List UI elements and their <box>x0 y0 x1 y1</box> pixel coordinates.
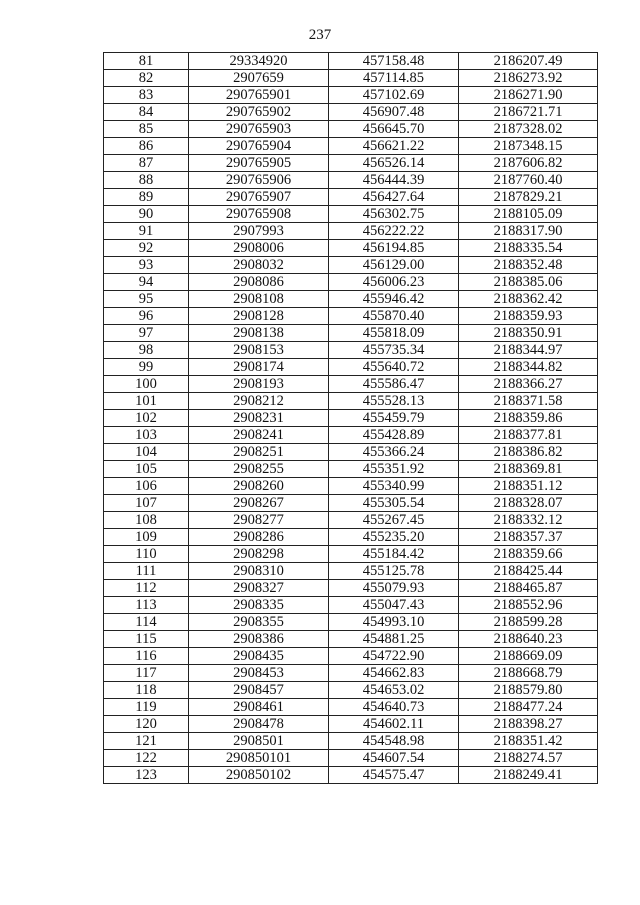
x-coordinate-cell: 455351.92 <box>329 461 459 478</box>
table-row <box>104 461 598 478</box>
row-index-cell: 96 <box>104 308 189 325</box>
coordinates-table-container <box>103 52 597 784</box>
table-row <box>104 410 598 427</box>
table-row <box>104 393 598 410</box>
point-id-cell: 29334920 <box>189 53 329 70</box>
point-id-cell: 2908251 <box>189 444 329 461</box>
x-coordinate-cell: 455640.72 <box>329 359 459 376</box>
point-id-cell: 2908457 <box>189 682 329 699</box>
y-coordinate-cell: 2187829.21 <box>459 189 598 206</box>
table-row <box>104 716 598 733</box>
row-index-cell: 82 <box>104 70 189 87</box>
y-coordinate-cell: 2188105.09 <box>459 206 598 223</box>
row-index-cell: 93 <box>104 257 189 274</box>
point-id-cell: 2907659 <box>189 70 329 87</box>
y-coordinate-cell: 2188385.06 <box>459 274 598 291</box>
table-row <box>104 444 598 461</box>
point-id-cell: 290765906 <box>189 172 329 189</box>
row-index-cell: 100 <box>104 376 189 393</box>
point-id-cell: 2907993 <box>189 223 329 240</box>
table-row <box>104 240 598 257</box>
x-coordinate-cell: 455870.40 <box>329 308 459 325</box>
x-coordinate-cell: 455946.42 <box>329 291 459 308</box>
x-coordinate-cell: 456222.22 <box>329 223 459 240</box>
y-coordinate-cell: 2187348.15 <box>459 138 598 155</box>
point-id-cell: 2908128 <box>189 308 329 325</box>
y-coordinate-cell: 2188552.96 <box>459 597 598 614</box>
y-coordinate-cell: 2186271.90 <box>459 87 598 104</box>
row-index-cell: 85 <box>104 121 189 138</box>
x-coordinate-cell: 455735.34 <box>329 342 459 359</box>
point-id-cell: 290765907 <box>189 189 329 206</box>
x-coordinate-cell: 455079.93 <box>329 580 459 597</box>
y-coordinate-cell: 2188377.81 <box>459 427 598 444</box>
y-coordinate-cell: 2187328.02 <box>459 121 598 138</box>
x-coordinate-cell: 455586.47 <box>329 376 459 393</box>
table-row <box>104 274 598 291</box>
x-coordinate-cell: 454993.10 <box>329 614 459 631</box>
row-index-cell: 92 <box>104 240 189 257</box>
table-row <box>104 648 598 665</box>
x-coordinate-cell: 456129.00 <box>329 257 459 274</box>
row-index-cell: 81 <box>104 53 189 70</box>
row-index-cell: 121 <box>104 733 189 750</box>
point-id-cell: 2908267 <box>189 495 329 512</box>
point-id-cell: 2908086 <box>189 274 329 291</box>
y-coordinate-cell: 2188599.28 <box>459 614 598 631</box>
y-coordinate-cell: 2186721.71 <box>459 104 598 121</box>
row-index-cell: 123 <box>104 767 189 784</box>
point-id-cell: 2908335 <box>189 597 329 614</box>
y-coordinate-cell: 2188344.97 <box>459 342 598 359</box>
x-coordinate-cell: 455428.89 <box>329 427 459 444</box>
point-id-cell: 2908286 <box>189 529 329 546</box>
row-index-cell: 97 <box>104 325 189 342</box>
point-id-cell: 2908006 <box>189 240 329 257</box>
y-coordinate-cell: 2188668.79 <box>459 665 598 682</box>
x-coordinate-cell: 455528.13 <box>329 393 459 410</box>
y-coordinate-cell: 2188359.66 <box>459 546 598 563</box>
x-coordinate-cell: 457114.85 <box>329 70 459 87</box>
point-id-cell: 2908453 <box>189 665 329 682</box>
point-id-cell: 2908386 <box>189 631 329 648</box>
table-row <box>104 87 598 104</box>
row-index-cell: 91 <box>104 223 189 240</box>
point-id-cell: 2908355 <box>189 614 329 631</box>
point-id-cell: 2908032 <box>189 257 329 274</box>
y-coordinate-cell: 2188465.87 <box>459 580 598 597</box>
y-coordinate-cell: 2188357.37 <box>459 529 598 546</box>
table-row <box>104 291 598 308</box>
point-id-cell: 2908435 <box>189 648 329 665</box>
table-row <box>104 563 598 580</box>
table-row <box>104 121 598 138</box>
x-coordinate-cell: 454548.98 <box>329 733 459 750</box>
y-coordinate-cell: 2188351.42 <box>459 733 598 750</box>
y-coordinate-cell: 2188369.81 <box>459 461 598 478</box>
table-row <box>104 257 598 274</box>
point-id-cell: 2908461 <box>189 699 329 716</box>
y-coordinate-cell: 2187606.82 <box>459 155 598 172</box>
x-coordinate-cell: 456427.64 <box>329 189 459 206</box>
y-coordinate-cell: 2188249.41 <box>459 767 598 784</box>
y-coordinate-cell: 2188359.93 <box>459 308 598 325</box>
table-row <box>104 53 598 70</box>
point-id-cell: 2908327 <box>189 580 329 597</box>
point-id-cell: 290765903 <box>189 121 329 138</box>
y-coordinate-cell: 2188386.82 <box>459 444 598 461</box>
table-row <box>104 631 598 648</box>
row-index-cell: 119 <box>104 699 189 716</box>
x-coordinate-cell: 454602.11 <box>329 716 459 733</box>
table-row <box>104 155 598 172</box>
row-index-cell: 86 <box>104 138 189 155</box>
row-index-cell: 89 <box>104 189 189 206</box>
row-index-cell: 115 <box>104 631 189 648</box>
point-id-cell: 290765908 <box>189 206 329 223</box>
row-index-cell: 94 <box>104 274 189 291</box>
x-coordinate-cell: 454662.83 <box>329 665 459 682</box>
point-id-cell: 2908193 <box>189 376 329 393</box>
x-coordinate-cell: 456006.23 <box>329 274 459 291</box>
row-index-cell: 101 <box>104 393 189 410</box>
point-id-cell: 2908138 <box>189 325 329 342</box>
x-coordinate-cell: 455818.09 <box>329 325 459 342</box>
table-row <box>104 427 598 444</box>
page-number: 237 <box>308 27 332 43</box>
row-index-cell: 84 <box>104 104 189 121</box>
point-id-cell: 2908174 <box>189 359 329 376</box>
x-coordinate-cell: 457102.69 <box>329 87 459 104</box>
row-index-cell: 117 <box>104 665 189 682</box>
y-coordinate-cell: 2188274.57 <box>459 750 598 767</box>
y-coordinate-cell: 2188477.24 <box>459 699 598 716</box>
y-coordinate-cell: 2188344.82 <box>459 359 598 376</box>
x-coordinate-cell: 455459.79 <box>329 410 459 427</box>
y-coordinate-cell: 2188371.58 <box>459 393 598 410</box>
table-row <box>104 376 598 393</box>
y-coordinate-cell: 2188350.91 <box>459 325 598 342</box>
x-coordinate-cell: 456526.14 <box>329 155 459 172</box>
x-coordinate-cell: 456621.22 <box>329 138 459 155</box>
row-index-cell: 110 <box>104 546 189 563</box>
x-coordinate-cell: 455184.42 <box>329 546 459 563</box>
point-id-cell: 2908260 <box>189 478 329 495</box>
table-row <box>104 614 598 631</box>
row-index-cell: 111 <box>104 563 189 580</box>
y-coordinate-cell: 2188362.42 <box>459 291 598 308</box>
y-coordinate-cell: 2188398.27 <box>459 716 598 733</box>
point-id-cell: 2908108 <box>189 291 329 308</box>
table-row <box>104 580 598 597</box>
point-id-cell: 2908501 <box>189 733 329 750</box>
x-coordinate-cell: 454607.54 <box>329 750 459 767</box>
y-coordinate-cell: 2188359.86 <box>459 410 598 427</box>
x-coordinate-cell: 456444.39 <box>329 172 459 189</box>
table-row <box>104 359 598 376</box>
table-row <box>104 478 598 495</box>
table-row <box>104 529 598 546</box>
point-id-cell: 2908241 <box>189 427 329 444</box>
table-row <box>104 750 598 767</box>
y-coordinate-cell: 2187760.40 <box>459 172 598 189</box>
table-row <box>104 682 598 699</box>
y-coordinate-cell: 2186273.92 <box>459 70 598 87</box>
y-coordinate-cell: 2188669.09 <box>459 648 598 665</box>
row-index-cell: 83 <box>104 87 189 104</box>
x-coordinate-cell: 456907.48 <box>329 104 459 121</box>
row-index-cell: 99 <box>104 359 189 376</box>
point-id-cell: 2908255 <box>189 461 329 478</box>
x-coordinate-cell: 456645.70 <box>329 121 459 138</box>
point-id-cell: 2908231 <box>189 410 329 427</box>
x-coordinate-cell: 454653.02 <box>329 682 459 699</box>
row-index-cell: 103 <box>104 427 189 444</box>
row-index-cell: 95 <box>104 291 189 308</box>
row-index-cell: 87 <box>104 155 189 172</box>
x-coordinate-cell: 455125.78 <box>329 563 459 580</box>
point-id-cell: 290765901 <box>189 87 329 104</box>
x-coordinate-cell: 454640.73 <box>329 699 459 716</box>
row-index-cell: 109 <box>104 529 189 546</box>
row-index-cell: 122 <box>104 750 189 767</box>
row-index-cell: 90 <box>104 206 189 223</box>
table-row <box>104 546 598 563</box>
x-coordinate-cell: 455235.20 <box>329 529 459 546</box>
table-row <box>104 665 598 682</box>
point-id-cell: 290850101 <box>189 750 329 767</box>
x-coordinate-cell: 454575.47 <box>329 767 459 784</box>
table-body <box>104 53 598 784</box>
y-coordinate-cell: 2188317.90 <box>459 223 598 240</box>
row-index-cell: 106 <box>104 478 189 495</box>
row-index-cell: 107 <box>104 495 189 512</box>
row-index-cell: 108 <box>104 512 189 529</box>
row-index-cell: 113 <box>104 597 189 614</box>
y-coordinate-cell: 2186207.49 <box>459 53 598 70</box>
table-row <box>104 699 598 716</box>
x-coordinate-cell: 455305.54 <box>329 495 459 512</box>
point-id-cell: 290850102 <box>189 767 329 784</box>
point-id-cell: 290765904 <box>189 138 329 155</box>
row-index-cell: 104 <box>104 444 189 461</box>
table-row <box>104 138 598 155</box>
table-row <box>104 512 598 529</box>
point-id-cell: 290765902 <box>189 104 329 121</box>
table-row <box>104 70 598 87</box>
y-coordinate-cell: 2188425.44 <box>459 563 598 580</box>
x-coordinate-cell: 456194.85 <box>329 240 459 257</box>
x-coordinate-cell: 457158.48 <box>329 53 459 70</box>
x-coordinate-cell: 454881.25 <box>329 631 459 648</box>
point-id-cell: 2908153 <box>189 342 329 359</box>
y-coordinate-cell: 2188335.54 <box>459 240 598 257</box>
row-index-cell: 114 <box>104 614 189 631</box>
row-index-cell: 116 <box>104 648 189 665</box>
table-row <box>104 767 598 784</box>
point-id-cell: 2908310 <box>189 563 329 580</box>
x-coordinate-cell: 454722.90 <box>329 648 459 665</box>
y-coordinate-cell: 2188366.27 <box>459 376 598 393</box>
x-coordinate-cell: 455267.45 <box>329 512 459 529</box>
point-id-cell: 2908277 <box>189 512 329 529</box>
coordinates-table <box>103 52 598 784</box>
table-row <box>104 308 598 325</box>
row-index-cell: 120 <box>104 716 189 733</box>
row-index-cell: 118 <box>104 682 189 699</box>
table-row <box>104 206 598 223</box>
row-index-cell: 102 <box>104 410 189 427</box>
table-row <box>104 342 598 359</box>
point-id-cell: 2908298 <box>189 546 329 563</box>
point-id-cell: 2908212 <box>189 393 329 410</box>
y-coordinate-cell: 2188640.23 <box>459 631 598 648</box>
table-row <box>104 325 598 342</box>
table-row <box>104 495 598 512</box>
x-coordinate-cell: 455340.99 <box>329 478 459 495</box>
point-id-cell: 290765905 <box>189 155 329 172</box>
y-coordinate-cell: 2188328.07 <box>459 495 598 512</box>
x-coordinate-cell: 456302.75 <box>329 206 459 223</box>
row-index-cell: 88 <box>104 172 189 189</box>
y-coordinate-cell: 2188352.48 <box>459 257 598 274</box>
row-index-cell: 98 <box>104 342 189 359</box>
x-coordinate-cell: 455366.24 <box>329 444 459 461</box>
table-row <box>104 104 598 121</box>
row-index-cell: 105 <box>104 461 189 478</box>
table-row <box>104 733 598 750</box>
point-id-cell: 2908478 <box>189 716 329 733</box>
table-row <box>104 189 598 206</box>
table-row <box>104 223 598 240</box>
table-row <box>104 172 598 189</box>
table-row <box>104 597 598 614</box>
y-coordinate-cell: 2188351.12 <box>459 478 598 495</box>
x-coordinate-cell: 455047.43 <box>329 597 459 614</box>
y-coordinate-cell: 2188332.12 <box>459 512 598 529</box>
row-index-cell: 112 <box>104 580 189 597</box>
y-coordinate-cell: 2188579.80 <box>459 682 598 699</box>
